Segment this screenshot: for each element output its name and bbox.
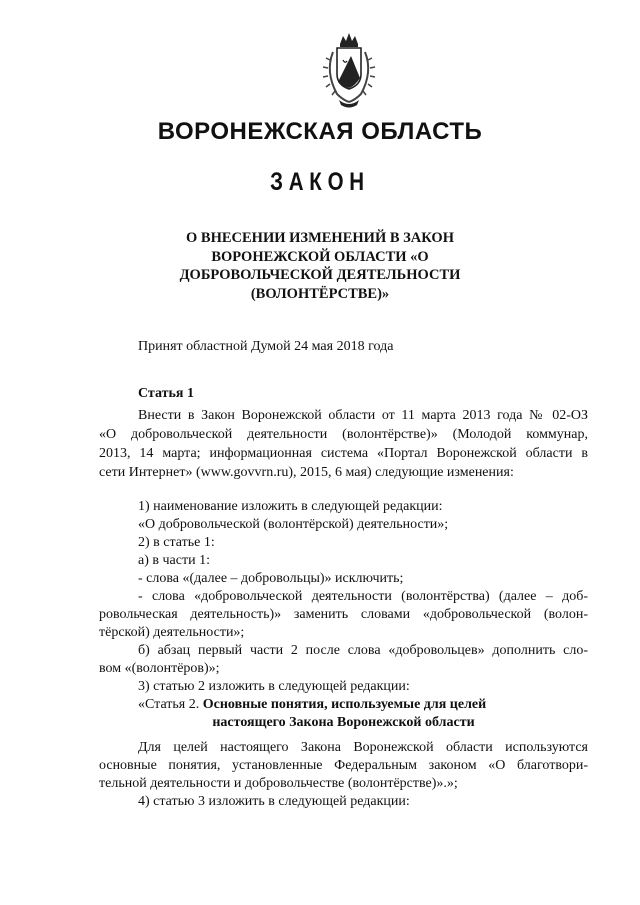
amendment-line: вом «(волонтёров)»;: [99, 661, 220, 676]
quoted-article-prefix: «Статья 2.: [138, 697, 203, 712]
amendment-line: тёрской) деятельности»;: [99, 625, 245, 640]
law-title-line: ДОБРОВОЛЬЧЕСКОЙ ДЕЯТЕЛЬНОСТИ: [179, 267, 461, 283]
amendment-line: 3) статью 2 изложить в следующей редакции:: [138, 679, 410, 694]
quoted-article-heading: [138, 696, 486, 713]
quoted-article-title: Основные понятия, используемые для целей: [202, 697, 487, 712]
paragraph-line: 2013, 14 марта; информационная система «Портал Воронежской области в: [99, 446, 588, 461]
amendment-line: ровольческая деятельность)» заменить словами «добровольческой (волон-: [99, 607, 588, 622]
paragraph-line: Внести в Закон Воронежской области от 11 марта 2013 года № 02-ОЗ: [138, 408, 588, 423]
law-title: [150, 229, 490, 303]
quoted-body-line: тельной деятельности и добровольчестве (волонтёрстве)».»;: [99, 776, 458, 791]
adoption-date: Принят областной Думой 24 мая 2018 года: [138, 339, 394, 354]
coat-of-arms-emblem: [313, 30, 385, 110]
amendment-line: б) абзац первый части 2 после слова «добровольцев» дополнить сло-: [138, 643, 588, 658]
quoted-body-line: основные понятия, установленные Федеральным законом «О благотвори-: [99, 758, 588, 773]
amendment-line: а) в части 1:: [138, 553, 210, 568]
amendment-line: 2) в статье 1:: [138, 535, 215, 550]
quoted-body-line: Для целей настоящего Закона Воронежской области используются: [138, 740, 588, 755]
amendment-line: 4) статью 3 изложить в следующей редакции:: [138, 794, 410, 809]
amendment-line: «О добровольческой (волонтёрской) деятельности»;: [138, 517, 449, 532]
region-title: ВОРОНЕЖСКАЯ ОБЛАСТЬ: [157, 118, 483, 145]
amendment-line: 1) наименование изложить в следующей редакции:: [138, 499, 443, 514]
crown-icon: [340, 33, 358, 47]
amendment-line: - слова «добровольческой деятельности (волонтёрства) (далее – доб-: [138, 589, 588, 604]
paragraph-line: «О добровольческой деятельности (волонтёрстве)» (Молодой коммунар,: [99, 427, 588, 442]
paragraph-line: сети Интернет» (www.govvrn.ru), 2015, 6 мая) следующие изменения:: [99, 465, 514, 480]
law-title-line: (ВОЛОНТЁРСТВЕ)»: [250, 285, 390, 302]
amendment-line: - слова «(далее – добровольцы)» исключить;: [138, 571, 404, 586]
article-heading: Статья 1: [138, 386, 194, 401]
law-title-line: ВОРОНЕЖСКОЙ ОБЛАСТИ «О: [211, 248, 429, 265]
quoted-article-title-cont: настоящего Закона Воронежской области: [212, 715, 475, 730]
law-title-line: О ВНЕСЕНИИ ИЗМЕНЕНИЙ В ЗАКОН: [186, 230, 454, 246]
document-type: ЗАКОН: [270, 168, 370, 196]
